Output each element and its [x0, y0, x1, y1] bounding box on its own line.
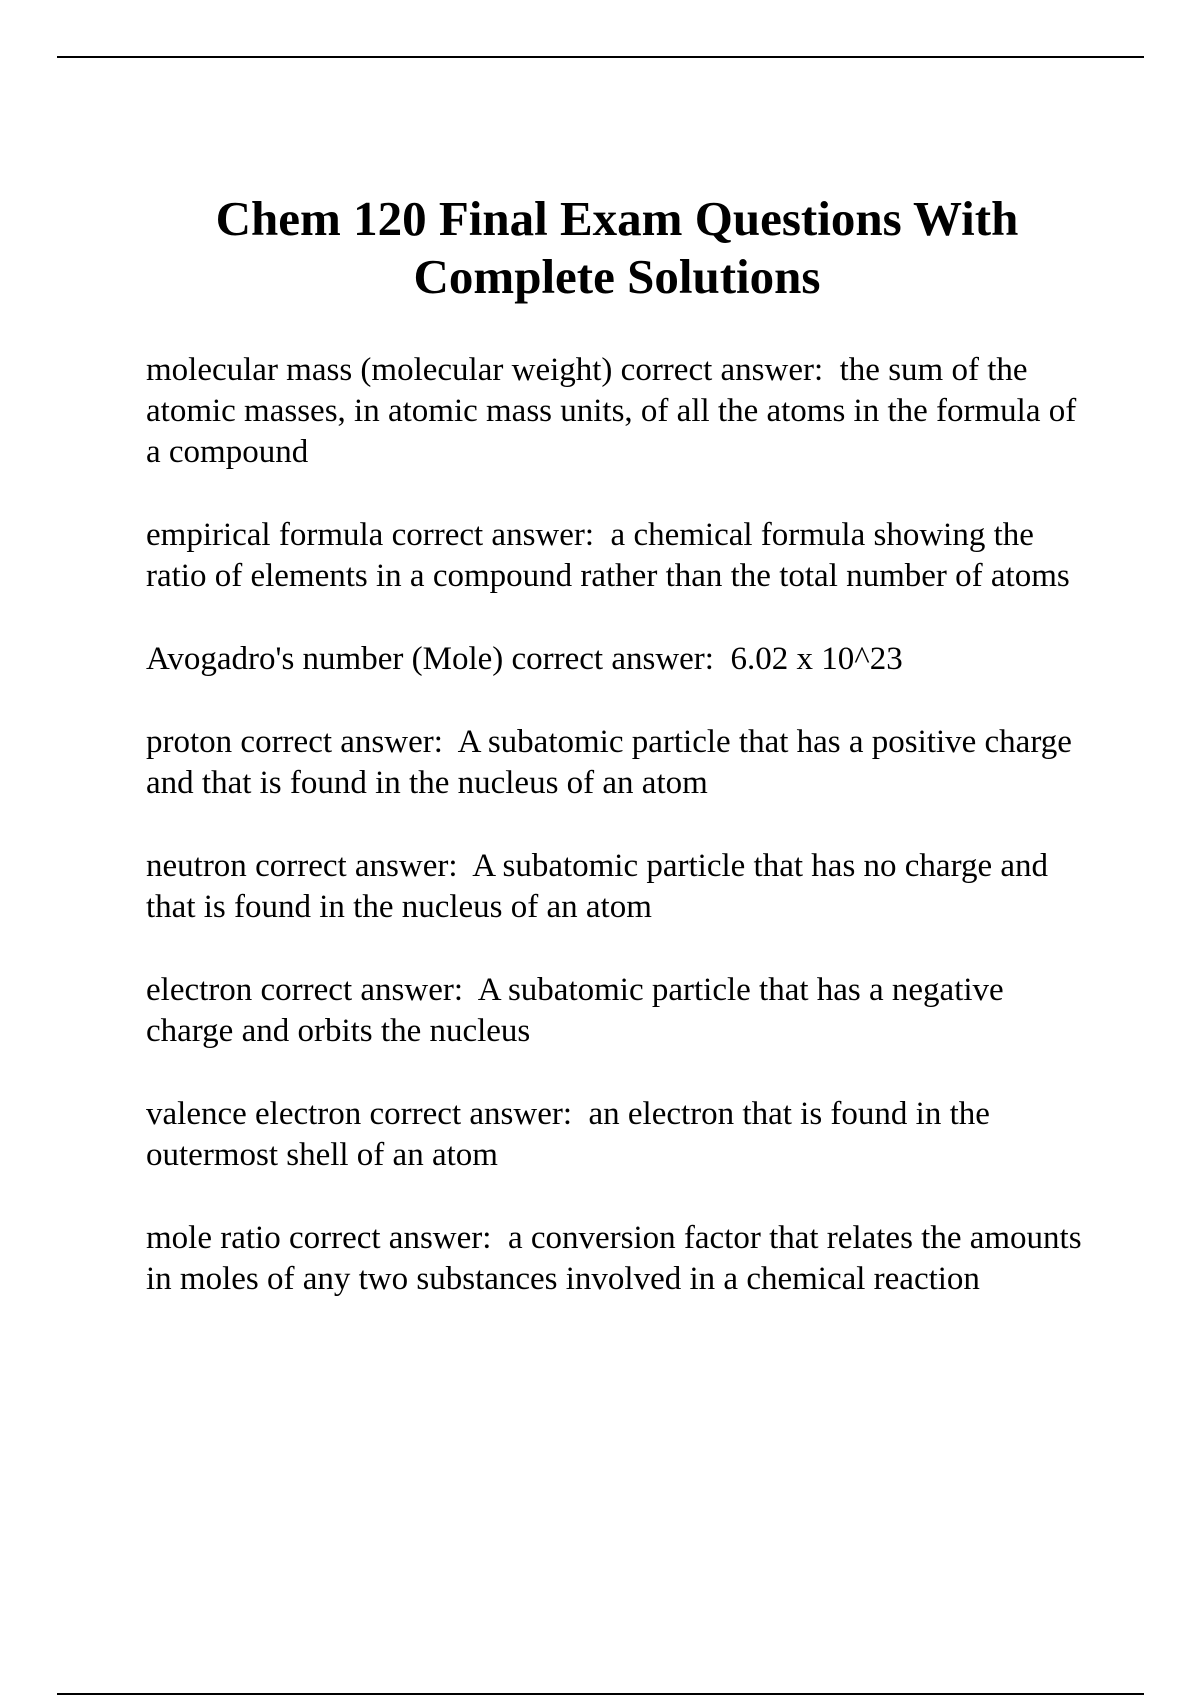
entry-term: electron [146, 972, 253, 1008]
entry-term: empirical formula [146, 517, 384, 553]
qa-entry [146, 1094, 1086, 1176]
top-rule [57, 56, 1144, 58]
page-title: Chem 120 Final Exam Questions With Complete Solutions [215, 191, 1019, 304]
entry-term: Avogadro's number (Mole) [146, 641, 504, 677]
entry-answer: the sum of the atomic masses, in atomic mass units, of all the atoms in the formula of a compound [146, 352, 1077, 470]
qa-entry [146, 350, 1086, 473]
entry-answer: 6.02 x 10^23 [730, 641, 903, 677]
entry-term: proton [146, 724, 233, 760]
bottom-rule [57, 1693, 1144, 1695]
qa-entry [146, 846, 1086, 928]
qa-entry [146, 639, 1086, 680]
answer-marker: correct answer: [391, 517, 595, 553]
entry-term: mole ratio [146, 1220, 281, 1256]
qa-entry [146, 1218, 1086, 1300]
answer-marker: correct answer: [511, 641, 714, 677]
qa-list [146, 350, 1086, 1342]
entry-term: neutron [146, 848, 247, 884]
entry-answer: A subatomic particle that has a positive charge and that is found in the nucleus of an atom [146, 724, 1072, 801]
answer-marker: correct answer: [255, 848, 458, 884]
qa-entry [146, 970, 1086, 1052]
entry-answer: A subatomic particle that has no charge and that is found in the nucleus of an atom [146, 848, 1049, 925]
entry-answer: A subatomic particle that has a negative charge and orbits the nucleus [146, 972, 1004, 1049]
answer-marker: correct answer: [260, 972, 463, 1008]
entry-answer: a chemical formula showing the ratio of elements in a compound rather than the total number of atoms [146, 517, 1070, 594]
answer-marker: correct answer: [288, 1220, 492, 1256]
answer-marker: correct answer: [620, 352, 824, 388]
entry-term: valence electron [146, 1096, 362, 1132]
answer-marker: correct answer: [240, 724, 443, 760]
qa-entry [146, 515, 1086, 597]
answer-marker: correct answer: [369, 1096, 572, 1132]
entry-term: molecular mass (molecular weight) [146, 352, 613, 388]
entry-answer: an electron that is found in the outermost shell of an atom [146, 1096, 990, 1173]
entry-answer: a conversion factor that relates the amounts in moles of any two substances involved in a chemical reaction [146, 1220, 1082, 1297]
qa-entry [146, 722, 1086, 804]
